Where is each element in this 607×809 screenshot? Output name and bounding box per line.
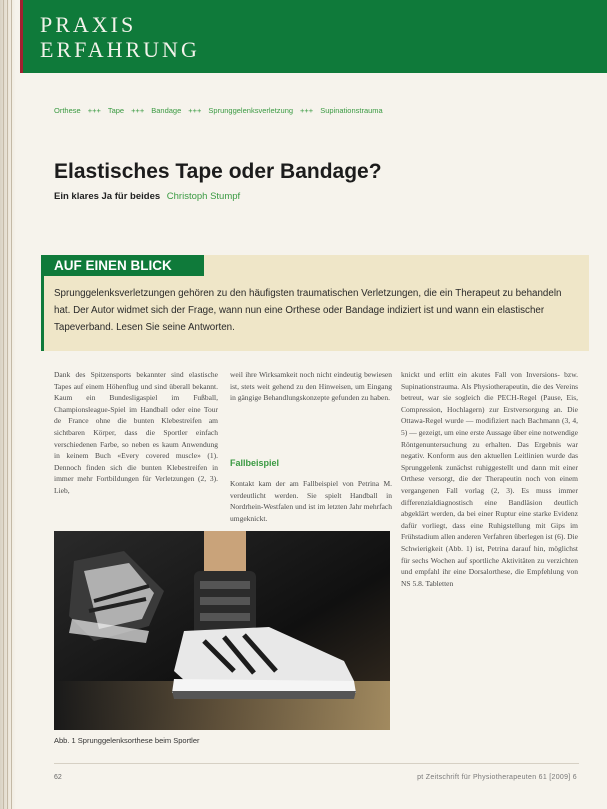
article-author: Christoph Stumpf [166, 191, 241, 202]
page-edge-shadow [0, 0, 16, 809]
body-column-1: Dank des Spitzensports bekannter sind elastische Tapes auf einem Höhenflug und sind überall bekannt. Kaum ein Bundesligaspiel im Fußball, Championsleague-Spiel im Handball oder eine Tour de France ohne die bunten Klebestreifen am sichtbaren Körper, dass die Sportler einfach verschiedenen Farbe, so neben es kaum Anwendung in keinem Buch «Every covered muscle» (1). Dennoch finden sich die bunten Klebestreifen in immer mehr Fortbildungen für Verletzungen (2, 3). Lieb, [54, 370, 218, 495]
photo-illustration [54, 531, 390, 730]
tag-item: Supinationstrauma [320, 106, 383, 115]
tag-separator: +++ [131, 106, 145, 115]
body-column-2-case: Kontakt kam der am Fallbeispiel von Petrina M. verdeutlicht werden. Sie spielt Handball in Nordrhein-Westfalen und ist im letzten Jahr mehrfach umgeknickt. [230, 479, 392, 523]
journal-reference: pt Zeitschrift für Physiotherapeuten 61 [2009] 6 [417, 774, 577, 781]
section-header-line1: PRAXIS [40, 12, 137, 37]
section-header-title [40, 12, 200, 62]
keyword-tags [54, 106, 574, 115]
ankle-orthosis-photo [54, 531, 390, 730]
body-column-3: knickt und erlitt ein akutes Fall von Inversions- bzw. Supinationstrauma. Als Physiotherapeutin, die des Vereins betreut, war sie sogleich die PECH-Regel (Pause, Eis, Compression, Hochlagern) zur Erstversorgung an. Die Ottawa-Regel wurde — modifiziert nach Bachmann (3, 4, 5) — gezeigt, um eine erste Aussage über eine notwendige Röntgenuntersuchung zu erhalten. Das Ergebnis war negativ. Konform aus den aktuellen Leitlinien wurde das Sprunggelenk zunächst ruhiggestellt und dann mit einer Orthese versorgt, die der Therapeutin noch von einem vergangenen Fall vorlag (2, 3). Es muss immer differenzialdiagnostisch eine Bandläsion deutlich abgeklärt werden, da bei einer Ruptur eine starke Evidenz dafür vorliegt, dass eine Ruhigstellung mit Gips im Frühstadium allen anderen Verfahren überlegen ist (6). Die Schwierigkeit (Abb. 1) ist, Petrina darauf hin, möglichst für sechs Wochen auf sportliche Aktivitäten zu verzichten und empfahl ihr eine Dorsalorthese, die Empfehlung von NS 5.8. Tabletten [401, 370, 578, 588]
tag-item: Bandage [151, 106, 182, 115]
tag-separator: +++ [300, 106, 314, 115]
tag-separator: +++ [87, 106, 101, 115]
tag-separator: +++ [188, 106, 202, 115]
section-header-line2: ERFAHRUNG [40, 37, 200, 62]
tag-item: Tape [107, 106, 125, 115]
case-heading: Fallbeispiel [230, 458, 280, 468]
footer-divider [54, 763, 579, 764]
body-column-2: weil ihre Wirksamkeit noch nicht eindeutig bewiesen ist, stets weit gehend zu den Hinweisen, um Eingang in gängige Behandlungskonzepte gefunden zu haben. [230, 370, 392, 403]
article-title: Elastisches Tape oder Bandage? [54, 160, 382, 183]
article-subtitle [54, 191, 240, 202]
page-number: 62 [54, 774, 62, 781]
article-lead: Ein klares Ja für beides [54, 191, 161, 202]
tag-item: Orthese [54, 106, 81, 115]
summary-box-label: AUF EINEN BLICK [41, 255, 204, 276]
summary-box-text: Sprunggelenksverletzungen gehören zu den häufigsten traumatischen Verletzungen, die ein Therapeut zu behandeln hat. Der Autor widmet sich der Frage, wann nun eine Orthese oder Bandage indiziert ist und wann ein elastischer Tapeverband. Lesen Sie seine Antworten. [54, 288, 562, 333]
figure-caption: Abb. 1 Sprunggelenksorthese beim Sportler [54, 736, 200, 745]
tag-item: Sprunggelenksverletzung [208, 106, 294, 115]
header-accent-bar [20, 0, 23, 73]
